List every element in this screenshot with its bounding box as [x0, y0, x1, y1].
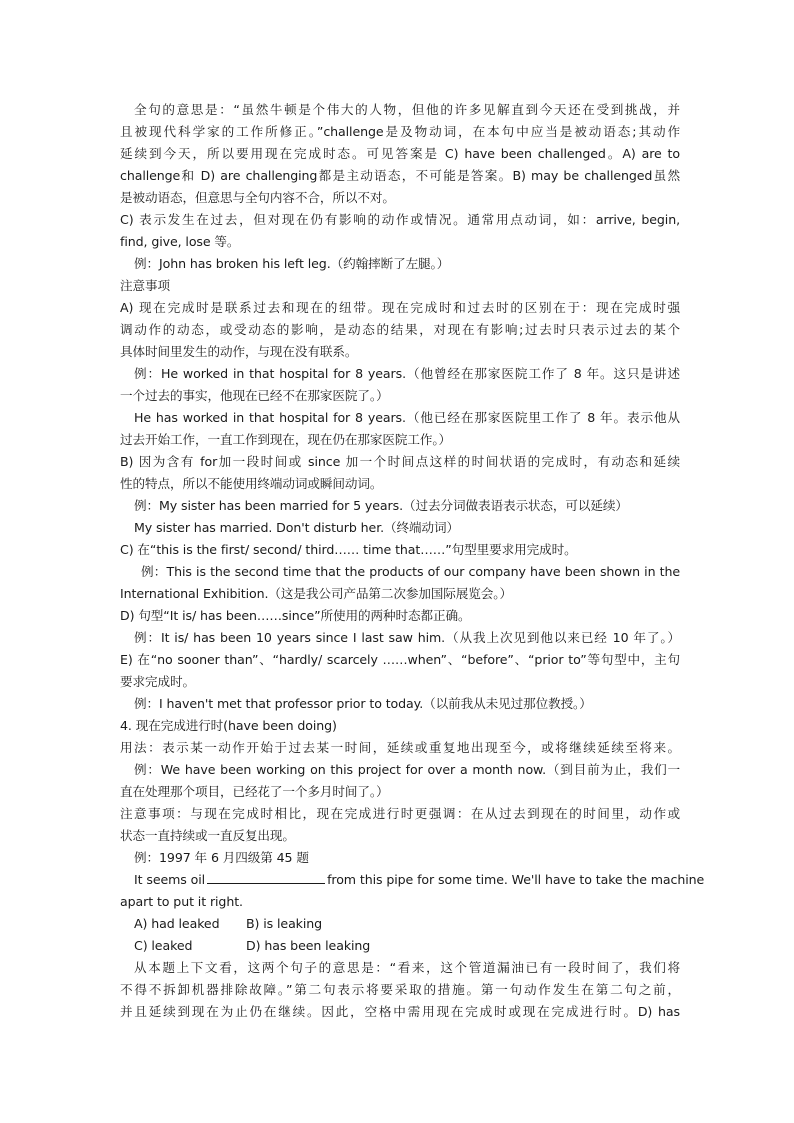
text-line: 注意事项：与现在完成时相比，现在完成进行时更强调：在从过去到现在的时间里，动作或: [120, 806, 680, 821]
text-line: 直在处理那个项目，已经花了一个多月时间了。）: [120, 784, 389, 799]
text-line: 调动作的动态，或受动态的影响，是动态的结果，对现在有影响;过去时只表示过去的某个: [120, 322, 680, 337]
text-line: 不得不拆卸机器排除故障。”第二句表示将要采取的措施。第一句动作发生在第二句之前，: [120, 982, 680, 997]
text-line: 是被动语态，但意思与全句内容不合，所以不对。: [120, 190, 395, 205]
text-line: E) 在“no sooner than”、“hardly/ scarcely ……when”、“before”、“prior to”等句型中，主句: [120, 652, 680, 667]
text-line: 要求完成时。: [120, 674, 195, 689]
text-line: D) 句型“It is/ has been……since”所使用的两种时态都正确。: [120, 608, 471, 623]
text-line: 并且延续到现在为止仍在继续。因此，空格中需用现在完成时或现在完成进行时。D) has: [120, 1004, 680, 1019]
text-line: B) 因为含有 for加一段时间或 since 加一个时间点这样的时间状语的完成时，有动态和延续: [120, 454, 680, 469]
text-line: C) 表示发生在过去，但对现在仍有影响的动作或情况。通常用点动词，如：arrive, begin,: [120, 212, 680, 227]
text-line: 具体时间里发生的动作，与现在没有联系。: [120, 344, 358, 359]
text-line: My sister has married. Don't disturb her.（终端动词）: [134, 520, 459, 535]
text-line: 例：We have been working on this project for over a month now.（到目前为止，我们一: [134, 762, 680, 777]
question-stem-after: from this pipe for some time. We'll have to take the machine: [327, 872, 705, 887]
text-line: 过去开始工作，一直工作到现在，现在仍在那家医院工作。）: [120, 432, 452, 447]
text-line: A) 现在完成时是联系过去和现在的纽带。现在完成时和过去时的区别在于：现在完成时强: [120, 300, 680, 315]
answer-blank: [207, 871, 325, 884]
text-line: find, give, lose 等。: [120, 234, 240, 249]
question-stem-cont: apart to put it right.: [120, 894, 243, 909]
text-line: 例：It is/ has been 10 years since I last saw him.（从我上次见到他以来已经 10 年了。）: [134, 630, 680, 645]
option-c: C) leaked: [134, 938, 193, 953]
text-line: He has worked in that hospital for 8 years.（他已经在那家医院里工作了 8 年。表示他从: [134, 410, 680, 425]
options-row-2: [120, 936, 680, 956]
text-line: 全句的意思是：“虽然牛顿是个伟大的人物，但他的许多见解直到今天还在受到挑战，并: [134, 102, 680, 117]
text-line: 注意事项: [120, 278, 170, 293]
text-line: 例：I haven't met that professor prior to today.（以前我从未见过那位教授。）: [134, 696, 592, 711]
text-line: 性的特点，所以不能使用终端动词或瞬间动词。: [120, 476, 383, 491]
text-line: 例：My sister has been married for 5 years.（过去分词做表语表示状态，可以延续）: [134, 498, 628, 513]
option-a: A) had leaked: [134, 916, 220, 931]
text-line: 从本题上下文看，这两个句子的意思是：“看来，这个管道漏油已有一段时间了，我们将: [134, 960, 680, 975]
option-b: B) is leaking: [246, 916, 323, 931]
text-line: C) 在“this is the first/ second/ third…… time that……”句型里要求用完成时。: [120, 542, 577, 557]
text-line: 例：John has broken his left leg.（约翰摔断了左腿。）: [134, 256, 450, 271]
question-stem-before: It seems oil: [134, 872, 206, 887]
text-line: 且被现代科学家的工作所修正。”challenge是及物动词，在本句中应当是被动语态;其动作: [120, 124, 680, 139]
text-line: 例：This is the second time that the products of our company have been shown in the: [141, 564, 680, 579]
text-line: International Exhibition.（这是我公司产品第二次参加国际展览会。）: [120, 586, 512, 601]
text-line: challenge和 D) are challenging都是主动语态，不可能是答案。B) may be challenged虽然: [120, 168, 680, 183]
options-row-1: [120, 914, 680, 934]
text-line: 例：He worked in that hospital for 8 years.（他曾经在那家医院工作了 8 年。这只是讲述: [134, 366, 680, 381]
text-line: 用法：表示某一动作开始于过去某一时间，延续或重复地出现至今，或将继续延续至将来。: [120, 740, 680, 755]
text-line: 状态一直持续或一直反复出现。: [120, 828, 295, 843]
text-line: 例：1997 年 6 月四级第 45 题: [134, 850, 309, 865]
question-stem: [120, 870, 705, 890]
text-line: 4. 现在完成进行时(have been doing): [120, 718, 337, 733]
option-d: D) has been leaking: [246, 938, 371, 953]
text-line: 一个过去的事实，他现在已经不在那家医院了。）: [120, 388, 389, 403]
text-line: 延续到今天，所以要用现在完成时态。可见答案是 C) have been challenged。A) are to: [120, 146, 680, 161]
